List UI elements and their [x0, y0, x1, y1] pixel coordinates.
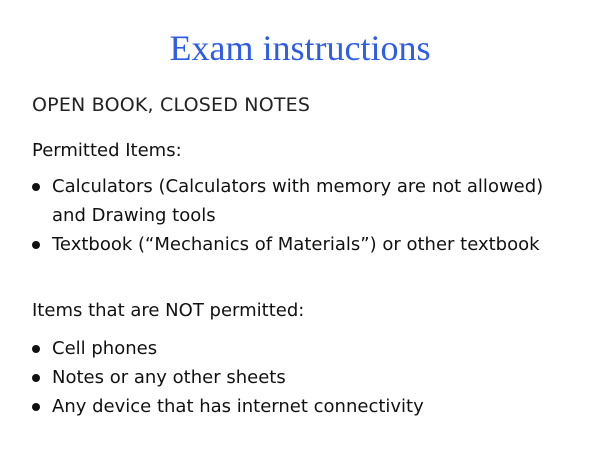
list-item-text: Textbook (“Mechanics of Materials”) or other textbook	[52, 234, 540, 255]
bullet-icon	[32, 374, 40, 382]
list-item-text: Notes or any other sheets	[52, 367, 286, 388]
bullet-icon	[32, 241, 40, 249]
bullet-icon	[32, 345, 40, 353]
list-item	[30, 392, 550, 421]
permitted-items-heading: Permitted Items:	[32, 140, 182, 161]
list-item	[30, 172, 550, 230]
list-item	[30, 363, 550, 392]
list-item-text: Calculators (Calculators with memory are not allowed) and Drawing tools	[52, 176, 544, 226]
exam-mode-subtitle: OPEN BOOK, CLOSED NOTES	[32, 94, 311, 116]
list-item-text: Any device that has internet connectivity	[52, 396, 424, 417]
list-item-text: Cell phones	[52, 338, 158, 359]
not-permitted-items-heading: Items that are NOT permitted:	[32, 300, 305, 321]
bullet-icon	[32, 403, 40, 411]
not-permitted-items-list	[30, 334, 550, 421]
list-item	[30, 230, 550, 259]
bullet-icon	[32, 183, 40, 191]
permitted-items-list	[30, 172, 550, 259]
list-item	[30, 334, 550, 363]
page-title: Exam instructions	[169, 28, 431, 68]
